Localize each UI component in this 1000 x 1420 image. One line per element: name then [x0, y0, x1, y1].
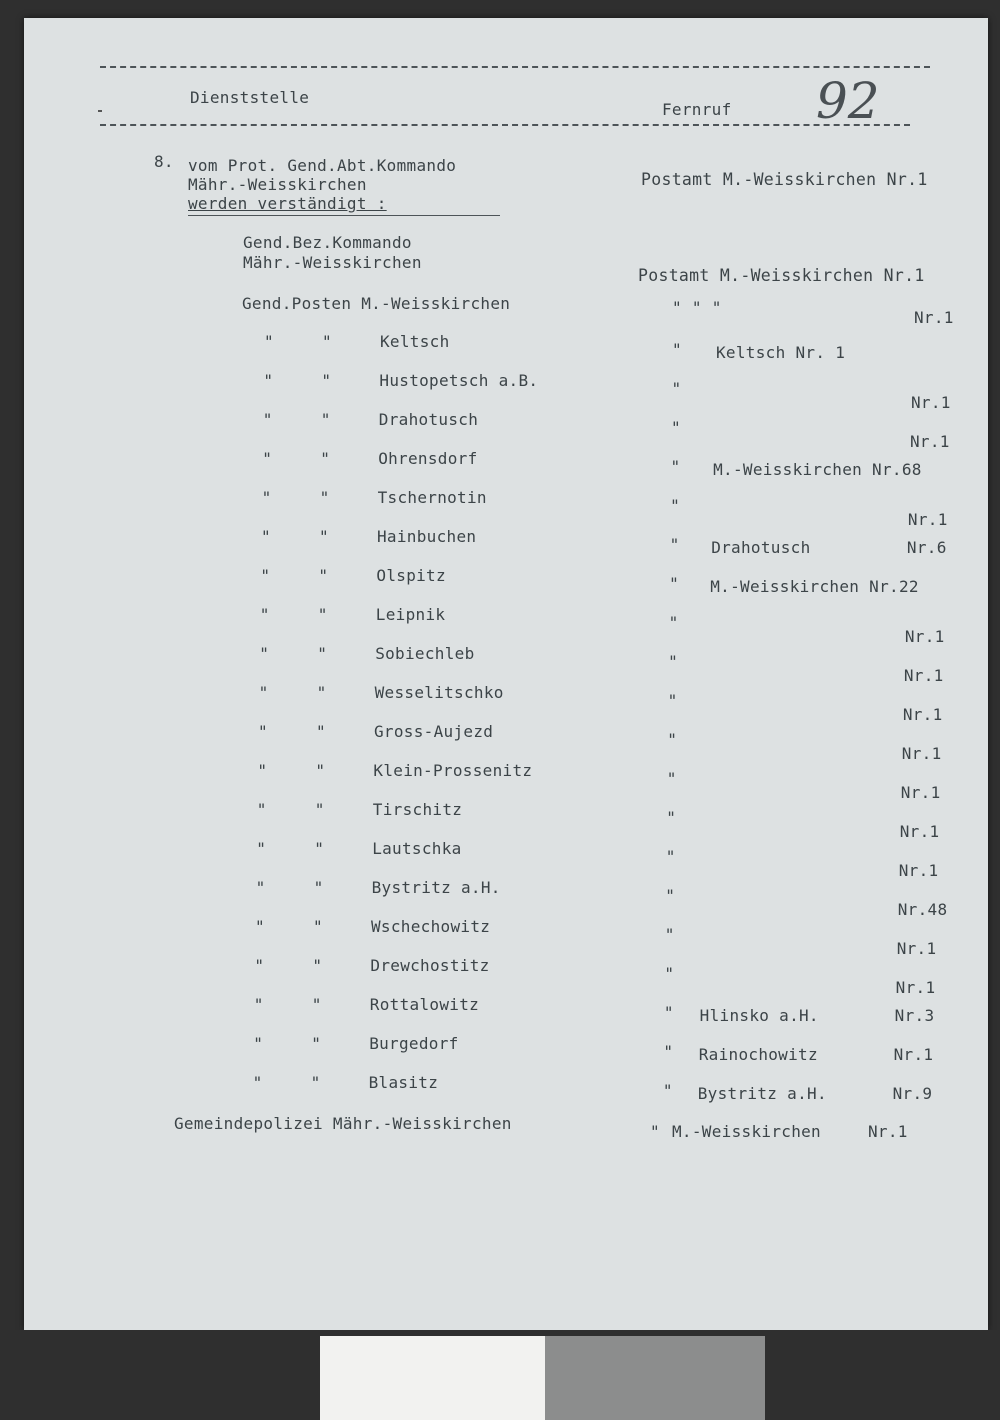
row-amt-ditto: " [663, 1003, 674, 1022]
row-amt-ditto: " [667, 730, 678, 749]
row-ditto-2: " [314, 800, 325, 819]
header-top-rule [100, 66, 930, 68]
row-nr: Nr.48 [897, 900, 948, 919]
row-nr: Nr.1 [909, 432, 950, 451]
row-amt: M.-Weisskirchen Nr.68 [713, 460, 922, 479]
row-name: Wschechowitz [371, 917, 491, 936]
row-amt: M.-Weisskirchen Nr.22 [710, 577, 919, 596]
row-nr: Nr.9 [892, 1084, 933, 1103]
row-name: Hustopetsch a.B. [379, 371, 539, 390]
row-ditto-1: " [252, 1073, 263, 1092]
row-name: Ohrensdorf [378, 449, 478, 468]
row-ditto-2: " [317, 605, 328, 624]
footer-ditto: " [650, 1122, 660, 1141]
footer-nr: Nr.1 [868, 1122, 908, 1141]
row-amt-ditto: " [666, 769, 677, 788]
row-nr: Nr.1 [907, 510, 948, 529]
row-ditto-1: " [256, 839, 267, 858]
row-ditto-1: " [253, 995, 264, 1014]
row-name: Hainbuchen [377, 527, 477, 546]
row-amt-ditto: " [668, 613, 679, 632]
row-nr: Nr.1 [900, 783, 941, 802]
row-ditto-1: " [253, 1034, 264, 1053]
intro-number: 8. [154, 152, 174, 171]
row-amt-ditto: " [670, 496, 681, 515]
row-name: Drewchostitz [370, 956, 490, 975]
row-amt-ditto: " [669, 535, 680, 554]
row-ditto-2: " [315, 761, 326, 780]
row-amt-ditto: " [662, 1081, 673, 1100]
row-nr: Nr.1 [904, 627, 945, 646]
header-right-label: Fernruf [662, 100, 732, 119]
row-ditto-1: " [259, 605, 270, 624]
row-name: Tschernotin [377, 488, 487, 507]
row-amt-ditto: " [668, 652, 679, 671]
row-amt-ditto: " [671, 418, 681, 437]
row-ditto-1: " [263, 371, 274, 390]
row-ditto-2: " [319, 527, 329, 546]
row-nr: Nr.1 [893, 1045, 934, 1064]
intro-underline [188, 215, 500, 216]
grey-calibration-swatch [545, 1336, 765, 1420]
row-name: Bystritz a.H. [371, 878, 501, 897]
row-nr: Nr.1 [902, 705, 943, 724]
row-name: Olspitz [376, 566, 446, 585]
row-name: Keltsch [380, 332, 450, 351]
row-ditto-2: " [320, 449, 331, 468]
row-name: Drahotusch [378, 410, 479, 429]
bez-line-1: Gend.Bez.Kommando [243, 233, 412, 252]
footer-amt: M.-Weisskirchen [672, 1122, 821, 1141]
row-ditto-2: " [312, 956, 323, 975]
row-ditto-2: " [322, 332, 332, 351]
row-amt-ditto: " [670, 457, 681, 476]
intro-line-1: vom Prot. Gend.Abt.Kommando [188, 156, 457, 175]
row-nr: Nr.1 [903, 666, 944, 685]
row-ditto-2: " [318, 566, 329, 585]
row-name: Sobiechleb [375, 644, 475, 663]
document-page [24, 18, 988, 1330]
row-ditto-1: " [261, 488, 272, 507]
row-nr: Nr.1 [895, 978, 936, 997]
row-name: Lautschka [372, 839, 462, 858]
row-name: Wesselitschko [374, 683, 504, 702]
row-ditto-2: " [310, 1073, 321, 1092]
row-amt-ditto: " [672, 340, 682, 359]
row-amt-ditto: " [664, 925, 675, 944]
row-ditto-1: " [260, 566, 271, 585]
row-ditto-2: " [319, 488, 330, 507]
row-amt-ditto: " [671, 379, 682, 398]
white-calibration-swatch [320, 1336, 545, 1420]
row-ditto-2: " [321, 371, 332, 390]
row-amt-ditto: " [664, 964, 675, 983]
row-ditto-1: " [254, 956, 265, 975]
row-nr: Nr.1 [901, 744, 942, 763]
row-amt-ditto: " [666, 808, 677, 827]
header-bottom-rule [100, 124, 910, 126]
row-name: Blasitz [368, 1073, 439, 1092]
row-ditto-2: " [314, 839, 325, 858]
row-ditto-1: " [256, 800, 267, 819]
row-name: Rottalowitz [369, 995, 480, 1014]
row-name: Tirschitz [372, 800, 463, 819]
row-ditto-2: " [316, 722, 326, 741]
posten-first-label: Gend.Posten M.-Weisskirchen [242, 294, 511, 313]
bez-phone: Postamt M.-Weisskirchen Nr.1 [638, 266, 925, 285]
row-amt-ditto: " [663, 1042, 674, 1061]
row-ditto-1: " [261, 527, 271, 546]
row-nr: Nr.1 [899, 822, 940, 841]
row-ditto-2: " [311, 1034, 322, 1053]
row-amt-ditto: " [667, 691, 678, 710]
row-nr: Nr.1 [910, 393, 951, 412]
row-ditto-1: " [262, 449, 273, 468]
row-amt: Drahotusch [711, 538, 811, 557]
page-number: 92 [816, 72, 880, 130]
row-ditto-2: " [316, 683, 327, 702]
row-nr: Nr.1 [898, 861, 939, 880]
row-name: Gross-Aujezd [374, 722, 494, 741]
intro-line-3: werden verständigt : [188, 194, 387, 213]
row-ditto-1: " [255, 917, 265, 936]
row-amt: Rainochowitz [698, 1045, 818, 1064]
row-ditto-1: " [264, 332, 274, 351]
row-ditto-1: " [259, 644, 270, 663]
intro-phone: Postamt M.-Weisskirchen Nr.1 [641, 170, 928, 189]
row-name: Leipnik [375, 605, 446, 624]
row-ditto-1: " [257, 761, 268, 780]
row-nr: Nr.1 [896, 939, 937, 958]
footer-label: Gemeindepolizei Mähr.-Weisskirchen [174, 1114, 512, 1133]
bez-line-2: Mähr.-Weisskirchen [243, 253, 422, 272]
row-amt-ditto: " [665, 847, 676, 866]
row-ditto-2: " [317, 644, 328, 663]
row-ditto-1: " [262, 410, 273, 429]
row-ditto-1: " [255, 878, 266, 897]
row-name: Klein-Prossenitz [373, 761, 533, 780]
row-amt-ditto: " [669, 574, 680, 593]
row-ditto-1: " [258, 683, 269, 702]
row-amt: Hlinsko a.H. [699, 1006, 819, 1025]
posten-first-nr: Nr.1 [914, 308, 954, 327]
row-nr: Nr.3 [894, 1006, 935, 1025]
row-ditto-1: " [258, 722, 268, 741]
header-left-label: Dienststelle [190, 88, 310, 107]
row-amt: Keltsch Nr. 1 [716, 343, 846, 362]
row-ditto-2: " [311, 995, 322, 1014]
row-name: Burgedorf [369, 1034, 459, 1053]
intro-line-2: Mähr.-Weisskirchen [188, 175, 367, 194]
row-nr: Nr.6 [906, 538, 947, 557]
margin-mark [98, 110, 102, 112]
row-ditto-2: " [313, 878, 324, 897]
row-ditto-2: " [320, 410, 331, 429]
row-amt: Bystritz a.H. [697, 1084, 827, 1103]
row-ditto-2: " [313, 917, 323, 936]
row-amt-ditto: " [665, 886, 676, 905]
posten-first-ditto: " " " [672, 298, 722, 317]
